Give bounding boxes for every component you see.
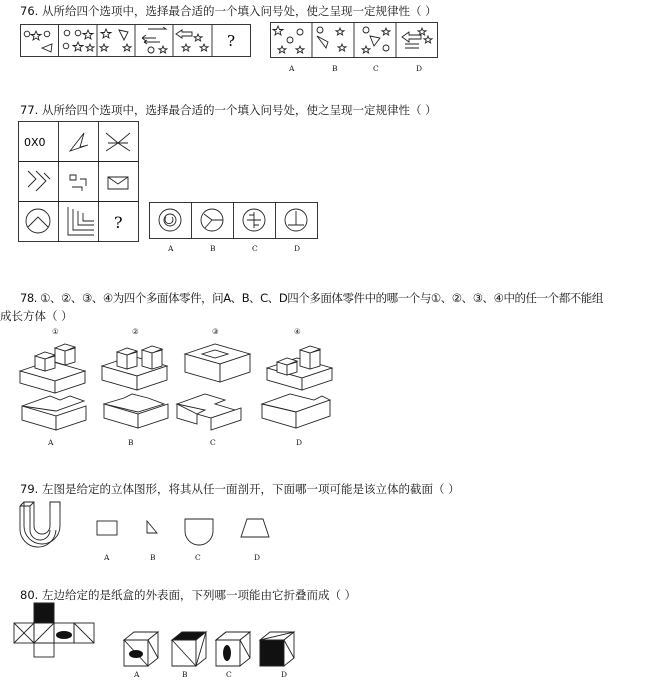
q79-u-solid <box>14 498 74 558</box>
q76-option-a-label[interactable]: A <box>289 64 295 73</box>
q78-part-3-solid <box>185 344 250 382</box>
q79-option-b-label[interactable]: B <box>150 553 156 562</box>
q78-part-2-solid <box>102 346 167 390</box>
q77-options-grid <box>149 202 324 242</box>
question-79-text: 79. 左图是给定的立体图形，将其从任一面剖开，下面哪一项可能是该立体的截面（ ） <box>20 482 460 496</box>
q80-cube-d <box>260 632 294 666</box>
q76-option-c-label[interactable]: C <box>373 64 379 73</box>
arrow-icon <box>148 27 166 29</box>
q78-part-3-label: ③ <box>212 327 219 336</box>
q76-options-grid <box>270 22 440 62</box>
question-78-text: 78. ①、②、③、④为四个多面体零件，问A、B、C、D四个多面体零件中的哪一个与①、②、③、④中的任一个都不能组 <box>20 291 603 305</box>
q77-option-c-label[interactable]: C <box>252 244 258 253</box>
q80-option-a-label[interactable]: A <box>134 670 140 679</box>
q78-option-a-solid <box>22 396 86 430</box>
question-77-text: 77. 从所给四个选项中，选择最合适的一个填入问号处，使之呈现一定规律性（ ） <box>20 103 437 117</box>
q78-option-c-label[interactable]: C <box>210 438 216 447</box>
star-icon <box>31 31 41 40</box>
q78-part-4-solid <box>267 346 332 390</box>
q78-option-b-label[interactable]: B <box>128 438 134 447</box>
semicircle-icon <box>185 519 213 545</box>
q80-option-d-label[interactable]: D <box>281 670 288 679</box>
q76-option-b-label[interactable]: B <box>332 64 338 73</box>
q79-options <box>95 515 275 555</box>
triangle-icon <box>42 44 52 52</box>
q80-option-b-label[interactable]: B <box>182 670 188 679</box>
q80-option-c-label[interactable]: C <box>226 670 232 679</box>
q77-question-mark: ? <box>114 213 123 232</box>
q80-options <box>120 630 300 670</box>
q78-option-d-solid <box>262 394 330 428</box>
question-mark: ? <box>227 32 236 50</box>
q78-part-1-solid <box>20 344 85 393</box>
rectangle-icon <box>97 521 117 535</box>
q78-option-a-label[interactable]: A <box>48 438 54 447</box>
q80-cube-a <box>124 632 158 666</box>
q78-option-d-label[interactable]: D <box>296 438 303 447</box>
triangle-icon <box>147 521 157 533</box>
circle-icon <box>24 31 30 37</box>
q79-option-d-label[interactable]: D <box>254 553 261 562</box>
q78-part-1-label: ① <box>52 327 59 336</box>
q78-option-c-solid <box>177 394 241 430</box>
question-80-text: 80. 左边给定的是纸盒的外表面，下列哪一项能由它折叠而成（ ） <box>20 588 357 602</box>
q77-option-a-label[interactable]: A <box>168 244 174 253</box>
q78-part-4-label: ④ <box>294 327 301 336</box>
q80-cube-c <box>216 632 250 666</box>
q76-sequence-grid <box>20 24 260 60</box>
question-76-text: 76. 从所给四个选项中，选择最合适的一个填入问号处，使之呈现一定规律性（ ） <box>20 4 437 18</box>
q76-option-d-label[interactable]: D <box>416 64 423 73</box>
q80-net <box>14 602 104 662</box>
q79-option-a-label[interactable]: A <box>104 553 110 562</box>
q80-cube-b <box>172 632 206 666</box>
q78-option-b-solid <box>104 394 168 428</box>
q79-option-c-label[interactable]: C <box>195 553 201 562</box>
question-78-text-cont: 成长方体（ ） <box>0 309 73 323</box>
q77-option-b-label[interactable]: B <box>210 244 216 253</box>
q77-cell-0x0: 0X0 <box>24 136 46 149</box>
q78-part-2-label: ② <box>132 327 139 336</box>
q78-solids <box>15 336 345 436</box>
q77-option-d-label[interactable]: D <box>294 244 301 253</box>
trapezoid-icon <box>241 519 269 537</box>
q77-matrix-grid <box>18 121 143 246</box>
